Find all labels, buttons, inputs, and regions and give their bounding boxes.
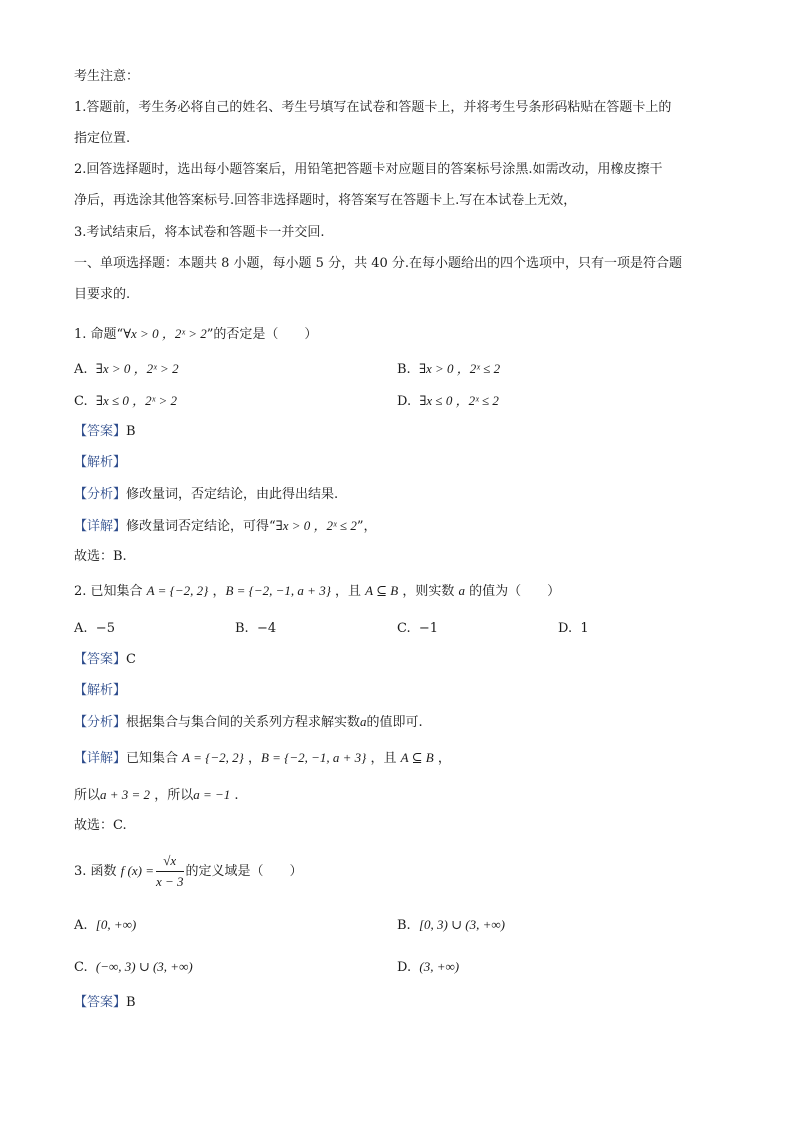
q1-option-b: B. ∃x > 0 ，2ˣ ≤ 2 — [397, 361, 501, 377]
q2-option-a: A. −5 — [74, 621, 115, 636]
q3-option-d: D. (3, +∞) — [397, 959, 460, 975]
q2-conclusion: 故选：C. — [74, 818, 127, 833]
q1-stem: 1. 命题“∀x > 0 ，2ˣ > 2”的否定是（ ） — [74, 326, 318, 342]
q1-jiexi: 【解析】 — [74, 455, 127, 470]
q2-xiangjie: 【详解】已知集合 A = {−2, 2} ，B = {−2, −1, a + 3} ，且 A ⊆ B ， — [74, 750, 451, 766]
q1-xiangjie: 【详解】修改量词否定结论，可得“∃x > 0 ，2ˣ ≤ 2”， — [74, 518, 377, 534]
q3-numerator: √x — [156, 851, 184, 872]
q1-conclusion: 故选：B. — [74, 549, 127, 564]
q3-option-a: A. [0, +∞) — [74, 917, 137, 933]
q1-option-d: D. ∃x ≤ 0 ，2ˣ ≤ 2 — [397, 393, 499, 409]
notice-item-2-line-2: 净后，再选涂其他答案标号.回答非选择题时，将答案写在答题卡上.写在本试卷上无效， — [74, 193, 577, 208]
q2-stem: 2. 已知集合 A = {−2, 2} ，B = {−2, −1, a + 3} ，且 A ⊆ B ，则实数 a 的值为（ ） — [74, 583, 561, 599]
q2-answer: 【答案】C — [74, 652, 136, 667]
q1-option-c: C. ∃x ≤ 0 ，2ˣ > 2 — [74, 393, 178, 409]
q1-answer: 【答案】B — [74, 424, 136, 439]
q3-denominator: x − 3 — [155, 874, 184, 889]
section-header-line-1: 一、单项选择题：本题共 8 小题，每小题 5 分，共 40 分.在每小题给出的四个选项中，只有一项是符合题 — [74, 256, 683, 271]
q3-option-b: B. [0, 3) ∪ (3, +∞) — [397, 917, 505, 933]
q2-option-c: C. −1 — [397, 621, 439, 636]
notice-item-1-line-2: 指定位置. — [74, 131, 131, 146]
q3-option-c: C. (−∞, 3) ∪ (3, +∞) — [74, 959, 193, 975]
notice-item-2-line-1: 2.回答选择题时，选出每小题答案后，用铅笔把答题卡对应题目的答案标号涂黑.如需改动，用橡皮擦干 — [74, 162, 663, 177]
q1-stem-math: ∀x > 0 ，2ˣ > 2 — [123, 326, 207, 341]
q1-option-a: A. ∃x > 0 ，2ˣ > 2 — [74, 361, 179, 377]
q2-option-d: D. 1 — [558, 621, 589, 636]
q2-solution: 所以a + 3 = 2 ，所以a = −1 . — [74, 787, 239, 803]
q3-function: f (x) = — [120, 863, 154, 878]
q2-jiexi: 【解析】 — [74, 683, 127, 698]
q3-answer: 【答案】B — [74, 995, 136, 1010]
section-header-line-2: 目要求的. — [74, 287, 131, 302]
q3-fraction — [156, 851, 184, 892]
notice-item-1-line-1: 1.答题前，考生务必将自己的姓名、考生号填写在试卷和答题卡上，并将考生号条形码粘贴在答题卡上的 — [74, 100, 672, 115]
q2-option-b: B. −4 — [235, 621, 277, 636]
q2-fenxi: 【分析】根据集合与集合间的关系列方程求解实数a的值即可. — [74, 714, 423, 730]
notice-item-3: 3.考试结束后，将本试卷和答题卡一并交回. — [74, 225, 325, 240]
notice-title: 考生注意： — [74, 69, 140, 84]
q3-stem: 3. 函数 f (x) = $\frac{√x}{x - 3}$ 的定义域是（ ） — [74, 850, 303, 893]
q1-fenxi: 【分析】修改量词，否定结论，由此得出结果. — [74, 487, 339, 502]
